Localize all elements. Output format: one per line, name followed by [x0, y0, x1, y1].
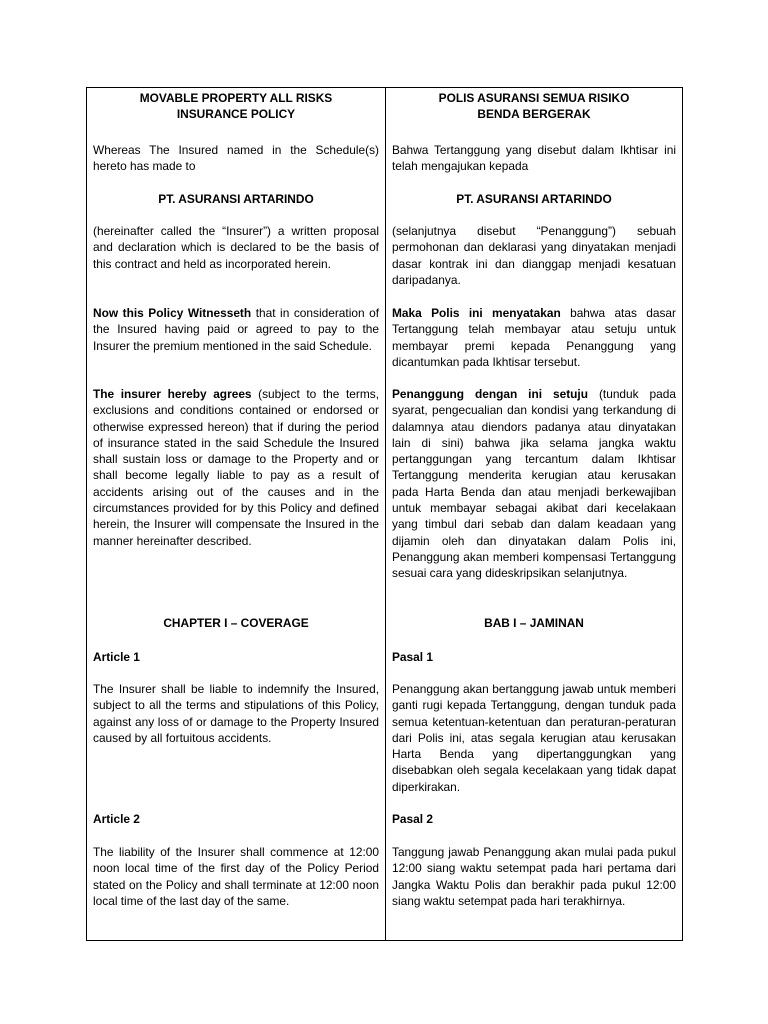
id-company-name: PT. ASURANSI ARTARINDO [456, 192, 612, 206]
en-article-1-text: The Insurer shall be liable to indemnify the Insured, subject to all the terms and stipulations of this Policy, against any loss of or damage to the Property Insured caused by all fortuitous accidents. [93, 682, 379, 745]
en-article-2-text: The liability of the Insurer shall commence at 12:00 noon local time of the first day of the Policy Period stated on the Policy and shall terminate at 12:00 noon local time of the last day of the same. [93, 845, 379, 908]
indonesian-column [386, 88, 682, 940]
en-hereinafter-paragraph: (hereinafter called the “Insurer”) a written proposal and declaration which is declared to be the basis of this contract and held as incorporated herein. [93, 224, 379, 271]
english-column [87, 88, 386, 940]
en-article-1-heading: Article 1 [93, 650, 140, 664]
en-whereas-paragraph: Whereas The Insured named in the Schedule(s) hereto has made to [93, 143, 379, 174]
id-agrees-paragraph: Penanggung dengan ini setuju (tunduk pada syarat, pengecualian dan kondisi yang terkandung di dalamnya atau diendors padanya atau dinyatakan lain di sini) bahwa jika selama jangka waktu pertanggungan yang tercantum dalam Ikhtisar Tertanggung menderita kerugian atau kerusakan pada Harta Benda dan atau menjadi berkewajiban untuk membayar sebagai akibat dari kecelakaan yang timbul dari sebab dan dalam keadaan yang dijamin oleh dan dinyatakan dalam Polis ini, Penanggung akan memberi kompensasi Tertanggung sesuai cara yang dideskripsikan selanjutnya. [392, 387, 676, 581]
id-hereinafter-paragraph: (selanjutnya disebut “Penanggung”) sebuah permohonan dan deklarasi yang dinyatakan menjadi dasar kontrak ini dan dianggap menjadi kesatuan daripadanya. [392, 224, 676, 287]
id-article-1-text: Penanggung akan bertanggung jawab untuk memberi ganti rugi kepada Tertanggung, dengan tunduk pada semua ketentuan-ketentuan dan peraturan-peraturan dari Polis ini, atas segala kerugian atau kerusakan Harta Benda yang dipertanggungkan yang disebabkan oleh segala kecelakaan yang tidak dapat diperkirakan. [392, 682, 676, 794]
id-article-2-text: Tanggung jawab Penanggung akan mulai pada pukul 12:00 siang waktu setempat pada hari pertama dari Jangka Waktu Polis dan berakhir pada pukul 12:00 siang waktu setempat pada hari terakhirnya. [392, 845, 676, 908]
en-agrees-paragraph: The insurer hereby agrees (subject to the terms, exclusions and conditions contained or endorsed or otherwise expressed hereon) that if during the period of insurance stated in the said Schedule the Insured shall sustain loss or damage to the Property and or shall become legally liable to pay as a result of accidents arising out of the causes and in the circumstances provided for by this Policy and defined herein, the Insurer will compensate the Insured in the manner hereinafter described. [93, 387, 379, 548]
en-company-name: PT. ASURANSI ARTARINDO [158, 192, 314, 206]
en-article-2-heading: Article 2 [93, 812, 140, 826]
en-witness-paragraph: Now this Policy Witnesseth that in consideration of the Insured having paid or agreed to pay to the Insurer the premium mentioned in the said Schedule. [93, 306, 380, 353]
en-title: MOVABLE PROPERTY ALL RISKS INSURANCE POLICY [139, 91, 333, 122]
id-article-1-heading: Pasal 1 [392, 650, 433, 664]
id-chapter-heading: BAB I – JAMINAN [484, 616, 584, 630]
id-whereas-paragraph: Bahwa Tertanggung yang disebut dalam Ikhtisar ini telah mengajukan kepada [392, 143, 676, 174]
id-article-2-heading: Pasal 2 [392, 812, 433, 826]
id-witness-paragraph: Maka Polis ini menyatakan bahwa atas dasar Tertanggung telah membayar atau setuju untuk membayar premi kepada Penanggung yang dicantumkan pada Ikhtisar tersebut. [392, 306, 676, 369]
en-chapter-heading: CHAPTER I – COVERAGE [163, 616, 309, 630]
bilingual-policy-table [86, 87, 683, 941]
id-title: POLIS ASURANSI SEMUA RISIKO BENDA BERGERAK [438, 91, 630, 122]
